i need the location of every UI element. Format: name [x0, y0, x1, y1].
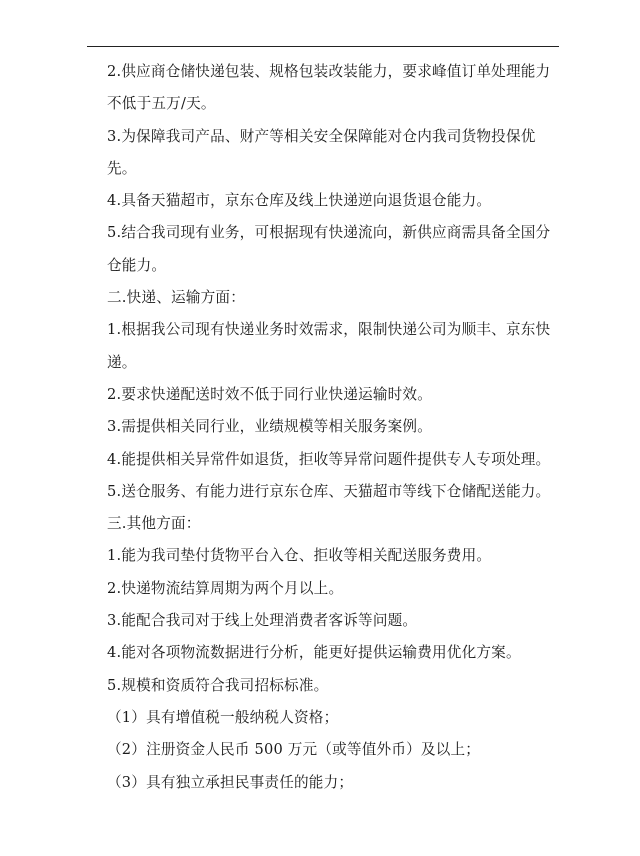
- text-line: 3.需提供相关同行业，业绩规模等相关服务案例。: [107, 418, 432, 436]
- sub-item: （3）具有独立承担民事责任的能力；: [107, 773, 354, 791]
- text-line: 5.送仓服务、有能力进行京东仓库、天猫超市等线下仓储配送能力。: [107, 482, 551, 500]
- text-line: 4.能对各项物流数据进行分析，能更好提供运输费用优化方案。: [107, 644, 521, 662]
- text-line: 3.能配合我司对于线上处理消费者客诉等问题。: [107, 612, 418, 630]
- text-line: 5.结合我司现有业务，可根据现有快递流向，新供应商需具备全国分: [107, 224, 551, 242]
- text-line: 2.供应商仓储快递包装、规格包装改装能力，要求峰值订单处理能力: [107, 63, 551, 80]
- sub-item: （2）注册资金人民币 500 万元（或等值外币）及以上；: [107, 741, 481, 759]
- text-line: 4.能提供相关异常件如退货，拒收等异常问题件提供专人专项处理。: [107, 450, 551, 468]
- text-line: 1.根据我公司现有快递业务时效需求，限制快递公司为顺丰、京东快: [107, 321, 551, 339]
- text-line: 4.具备天猫超市，京东仓库及线上快递逆向退货退仓能力。: [107, 192, 492, 210]
- text-line: 不低于五万/天。: [107, 95, 216, 113]
- header-rule: [87, 46, 559, 47]
- document-body: [107, 56, 563, 799]
- text-line: 仓能力。: [107, 256, 167, 274]
- section-heading: 三.其他方面：: [107, 515, 201, 533]
- text-line: 递。: [107, 353, 137, 371]
- text-line: 先。: [107, 159, 137, 177]
- sub-item: （1）具有增值税一般纳税人资格；: [107, 708, 339, 726]
- text-line: 5.规模和资质符合我司招标标准。: [107, 676, 329, 694]
- section-heading: 二.快递、运输方面：: [107, 289, 245, 307]
- text-line: 1.能为我司垫付货物平台入仓、拒收等相关配送服务费用。: [107, 547, 492, 565]
- text-line: 3.为保障我司产品、财产等相关安全保障能对仓内我司货物投保优: [107, 127, 536, 145]
- text-line: 2.要求快递配送时效不低于同行业快递运输时效。: [107, 385, 432, 403]
- text-line: 2.快递物流结算周期为两个月以上。: [107, 579, 344, 597]
